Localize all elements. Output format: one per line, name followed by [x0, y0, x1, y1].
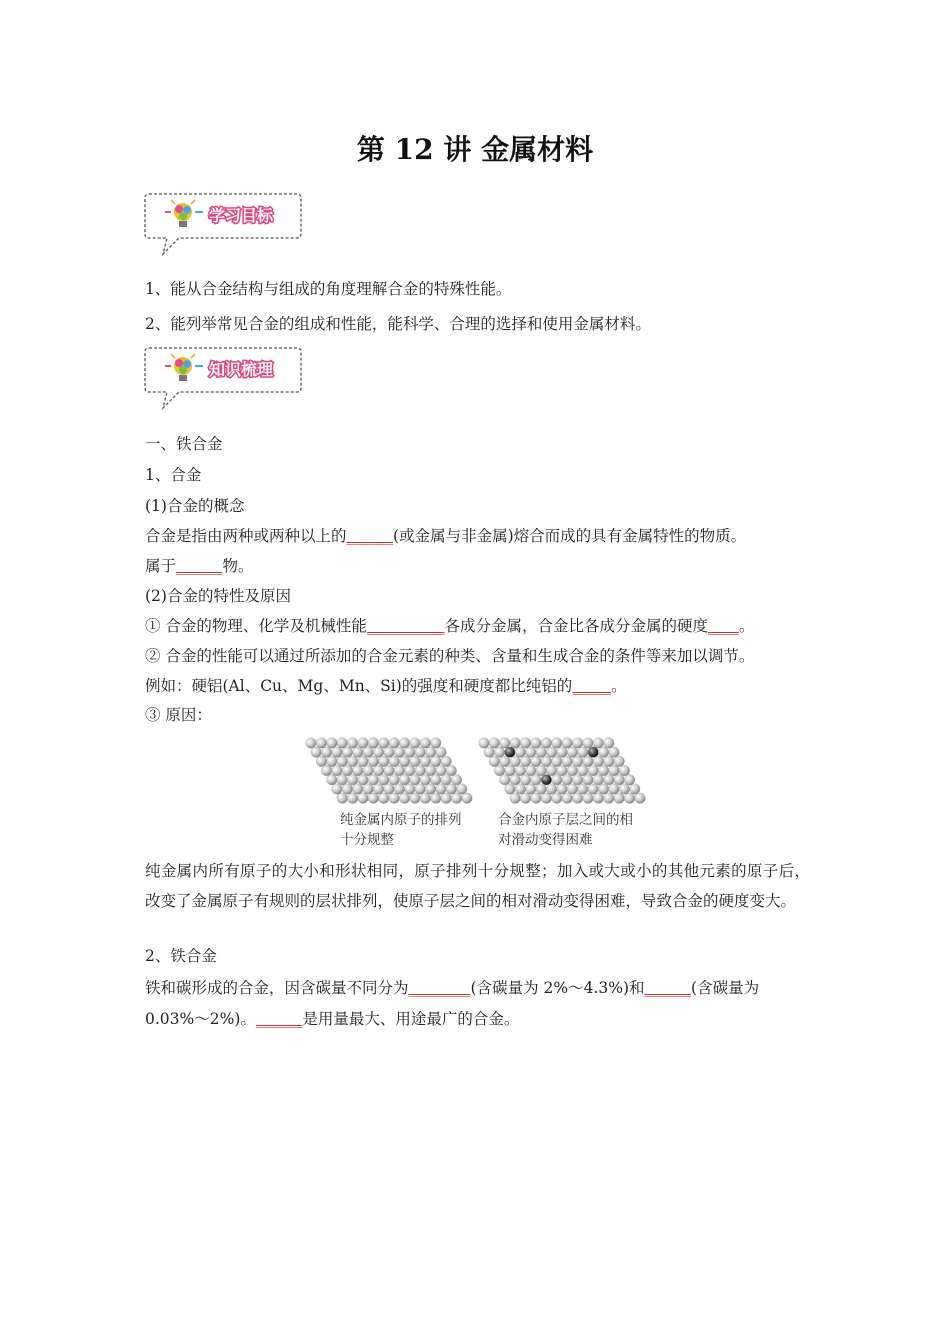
metal-atom [420, 738, 431, 749]
metal-atom [368, 793, 379, 804]
metal-atom [425, 765, 436, 776]
svg-text:学习目标: 学习目标 [209, 206, 274, 225]
metal-atom [489, 756, 500, 767]
metal-atom [368, 738, 379, 749]
metal-atom [531, 756, 542, 767]
metal-atom [358, 756, 369, 767]
metal-atom [562, 793, 573, 804]
metal-atom [484, 747, 495, 758]
metal-atom [515, 784, 526, 795]
metal-atom [489, 738, 500, 749]
metal-atom [494, 765, 505, 776]
metal-atom [405, 747, 416, 758]
metal-atom [462, 793, 473, 804]
right-caption-1: 合金内原子层之间的相 [498, 812, 633, 828]
metal-atom [546, 765, 557, 776]
metal-atom [526, 747, 537, 758]
metal-atom [347, 756, 358, 767]
property-item-2: ② 合金的性能可以通过所添加的合金元素的种类、含量和生成合金的条件等来加以调节。 [145, 647, 755, 665]
metal-atom [316, 756, 327, 767]
metal-atom [614, 756, 625, 767]
metal-atom [389, 738, 400, 749]
metal-atom [316, 738, 327, 749]
metal-atom [510, 738, 521, 749]
alloy-lattice [479, 738, 646, 804]
metal-atom [431, 738, 442, 749]
metal-atom [332, 784, 343, 795]
metal-atom [604, 738, 615, 749]
metal-atom [436, 765, 447, 776]
metal-atom [368, 756, 379, 767]
metal-atom [410, 793, 421, 804]
metal-atom [379, 775, 390, 786]
fill-blank: __________ [366, 617, 445, 635]
property-item-1: ① 合金的物理、化学及机械性能__________各成分金属，合金比各成分金属的硬度____。 [145, 617, 755, 635]
metal-atom [451, 793, 462, 804]
goal-item-1: 1、能从合金结构与组成的角度理解合金的特殊性能。 [145, 280, 512, 298]
section-heading: 一、铁合金 [145, 435, 223, 453]
metal-atom [593, 793, 604, 804]
metal-atom [562, 775, 573, 786]
metal-atom [399, 756, 410, 767]
right-caption-2: 对滑动变得困难 [498, 832, 593, 848]
metal-atom [373, 765, 384, 776]
fill-blank: ________ [408, 979, 471, 997]
metal-atom [598, 784, 609, 795]
metal-atom [578, 784, 589, 795]
metal-atom [379, 738, 390, 749]
solute-atom [505, 747, 516, 758]
metal-atom [436, 784, 447, 795]
metal-atom [624, 793, 635, 804]
left-caption-1: 纯金属内原子的排列 [340, 812, 462, 828]
metal-atom [321, 765, 332, 776]
goals-badge [143, 190, 303, 260]
metal-atom [604, 793, 615, 804]
metal-atom [520, 793, 531, 804]
metal-atom [337, 738, 348, 749]
metal-atom [583, 775, 594, 786]
metal-atom [630, 784, 641, 795]
metal-atom [399, 775, 410, 786]
knowledge-badge [143, 344, 303, 414]
metal-atom [541, 738, 552, 749]
metal-atom [425, 747, 436, 758]
metal-atom [384, 784, 395, 795]
metal-atom [420, 775, 431, 786]
metal-atom [619, 784, 630, 795]
metal-atom [405, 784, 416, 795]
metal-atom [384, 765, 395, 776]
metal-atom [494, 747, 505, 758]
definition-line-2: 属于______物。 [145, 557, 254, 575]
metal-atom [614, 775, 625, 786]
metal-atom [609, 784, 620, 795]
metal-atom [531, 793, 542, 804]
metal-atom [415, 784, 426, 795]
metal-atom [598, 747, 609, 758]
fill-blank: _____ [572, 677, 612, 695]
metal-atom [337, 775, 348, 786]
metal-atom [526, 784, 537, 795]
metal-atom [520, 756, 531, 767]
fill-blank: ____ [707, 617, 739, 635]
metal-atom [510, 756, 521, 767]
metal-atom [510, 793, 521, 804]
metal-atom [415, 747, 426, 758]
metal-atom [541, 793, 552, 804]
metal-atom [394, 765, 405, 776]
metal-atom [593, 756, 604, 767]
property-example: 例如：硬铝(Al、Cu、Mg、Mn、Si)的强度和硬度都比纯铝的_____。 [145, 677, 627, 695]
metal-atom [593, 738, 604, 749]
metal-atom [405, 765, 416, 776]
metal-atom [436, 747, 447, 758]
definition-line: 合金是指由两种或两种以上的______(或金属与非金属)熔合而成的具有金属特性的物质。 [145, 527, 747, 545]
metal-atom [389, 793, 400, 804]
metal-atom [572, 793, 583, 804]
metal-atom [358, 738, 369, 749]
metal-atom [373, 747, 384, 758]
metal-atom [347, 775, 358, 786]
metal-atom [500, 738, 511, 749]
metal-atom [536, 765, 547, 776]
metal-atom [604, 775, 615, 786]
reason-paragraph: 纯金属内所有原子的大小和形状相同，原子排列十分规整；加入或大或小的其他元素的原子后，改变了金属原子有规则的层状排列，使原子层之间的相对滑动变得困难，导致合金的硬度变大。 [145, 862, 810, 910]
metal-atom [384, 747, 395, 758]
metal-atom [420, 756, 431, 767]
metal-atom [567, 747, 578, 758]
metal-atom [327, 756, 338, 767]
metal-atom [546, 784, 557, 795]
metal-atom [557, 765, 568, 776]
metal-atom [567, 765, 578, 776]
metal-atom [353, 747, 364, 758]
metal-atom [441, 775, 452, 786]
metal-atom [583, 793, 594, 804]
svg-text:知识梳理: 知识梳理 [209, 360, 274, 379]
metal-atom [583, 756, 594, 767]
metal-atom [578, 747, 589, 758]
metal-atom [505, 784, 516, 795]
metal-atom [353, 765, 364, 776]
metal-atom [531, 738, 542, 749]
metal-atom [572, 756, 583, 767]
fill-blank: ______ [255, 1010, 303, 1028]
property-item-3: ③ 原因： [145, 706, 212, 724]
metal-atom [431, 756, 442, 767]
iron-alloy-line-2: 0.03%～2%)。______是用量最大、用途最广的合金。 [145, 1010, 520, 1028]
metal-atom [572, 738, 583, 749]
metal-atom [520, 738, 531, 749]
solute-atom [541, 775, 552, 786]
metal-atom [394, 784, 405, 795]
metal-atom [431, 775, 442, 786]
metal-atom [552, 793, 563, 804]
metal-atom [546, 747, 557, 758]
metal-atom [306, 738, 317, 749]
metal-atom [500, 775, 511, 786]
metal-atom [389, 756, 400, 767]
metal-atom [394, 747, 405, 758]
metal-atom [399, 738, 410, 749]
metal-atom [446, 765, 457, 776]
metal-atom [515, 765, 526, 776]
metal-atom [332, 765, 343, 776]
metal-atom [619, 765, 630, 776]
solute-atom [588, 747, 599, 758]
metal-atom [604, 756, 615, 767]
fill-blank: ______ [346, 527, 394, 545]
topic-heading-2: (2)合金的特性及原因 [145, 587, 291, 605]
fill-blank: ______ [644, 979, 692, 997]
metal-atom [510, 775, 521, 786]
atom-lattice-diagram [300, 732, 650, 812]
metal-atom [321, 747, 332, 758]
metal-atom [536, 784, 547, 795]
left-caption-2: 十分规整 [340, 832, 394, 848]
metal-atom [457, 784, 468, 795]
metal-atom [557, 784, 568, 795]
metal-atom [363, 747, 374, 758]
metal-atom [327, 738, 338, 749]
metal-atom [337, 793, 348, 804]
metal-atom [552, 756, 563, 767]
metal-atom [588, 765, 599, 776]
metal-atom [342, 747, 353, 758]
metal-atom [363, 784, 374, 795]
metal-atom [557, 747, 568, 758]
metal-atom [358, 775, 369, 786]
topic-heading: (1)合金的概念 [145, 497, 245, 515]
metal-atom [441, 793, 452, 804]
metal-atom [583, 738, 594, 749]
metal-atom [609, 765, 620, 776]
metal-atom [593, 775, 604, 786]
metal-atom [541, 756, 552, 767]
metal-atom [347, 793, 358, 804]
metal-atom [562, 756, 573, 767]
metal-atom [624, 775, 635, 786]
metal-atom [332, 747, 343, 758]
metal-atom [431, 793, 442, 804]
metal-atom [515, 747, 526, 758]
metal-atom [342, 765, 353, 776]
metal-atom [451, 775, 462, 786]
metal-atom [526, 765, 537, 776]
metal-atom [399, 793, 410, 804]
metal-atom [552, 738, 563, 749]
metal-atom [536, 747, 547, 758]
metal-atom [368, 775, 379, 786]
metal-atom [609, 747, 620, 758]
metal-atom [373, 784, 384, 795]
iron-alloy-line-1: 铁和碳形成的合金，因含碳量不同分为________(含碳量为 2%～4.3%)和______(含碳量为 [145, 979, 760, 997]
metal-atom [389, 775, 400, 786]
metal-atom [578, 765, 589, 776]
metal-atom [567, 784, 578, 795]
metal-atom [598, 765, 609, 776]
metal-atom [311, 747, 322, 758]
metal-atom [531, 775, 542, 786]
metal-atom [446, 784, 457, 795]
metal-atom [410, 756, 421, 767]
metal-atom [327, 775, 338, 786]
metal-atom [410, 775, 421, 786]
metal-atom [347, 738, 358, 749]
metal-atom [420, 793, 431, 804]
metal-atom [363, 765, 374, 776]
metal-atom [342, 784, 353, 795]
metal-atom [588, 784, 599, 795]
pure-metal-lattice [306, 738, 473, 804]
metal-atom [441, 756, 452, 767]
metal-atom [379, 793, 390, 804]
goal-item-2: 2、能列举常见合金的组成和性能，能科学、合理的选择和使用金属材料。 [145, 315, 651, 333]
page-title: 第 12 讲 金属材料 [356, 133, 594, 166]
metal-atom [552, 775, 563, 786]
metal-atom [353, 784, 364, 795]
metal-atom [425, 784, 436, 795]
metal-atom [505, 765, 516, 776]
metal-atom [415, 765, 426, 776]
metal-atom [635, 793, 646, 804]
metal-atom [500, 756, 511, 767]
metal-atom [410, 738, 421, 749]
subsection-heading-2: 2、铁合金 [145, 947, 217, 965]
metal-atom [479, 738, 490, 749]
subsection-heading: 1、合金 [145, 466, 202, 484]
metal-atom [379, 756, 390, 767]
metal-atom [614, 793, 625, 804]
metal-atom [520, 775, 531, 786]
metal-atom [572, 775, 583, 786]
metal-atom [337, 756, 348, 767]
metal-atom [562, 738, 573, 749]
metal-atom [358, 793, 369, 804]
fill-blank: ______ [176, 557, 223, 575]
atom-arrangement-figure [300, 732, 650, 852]
